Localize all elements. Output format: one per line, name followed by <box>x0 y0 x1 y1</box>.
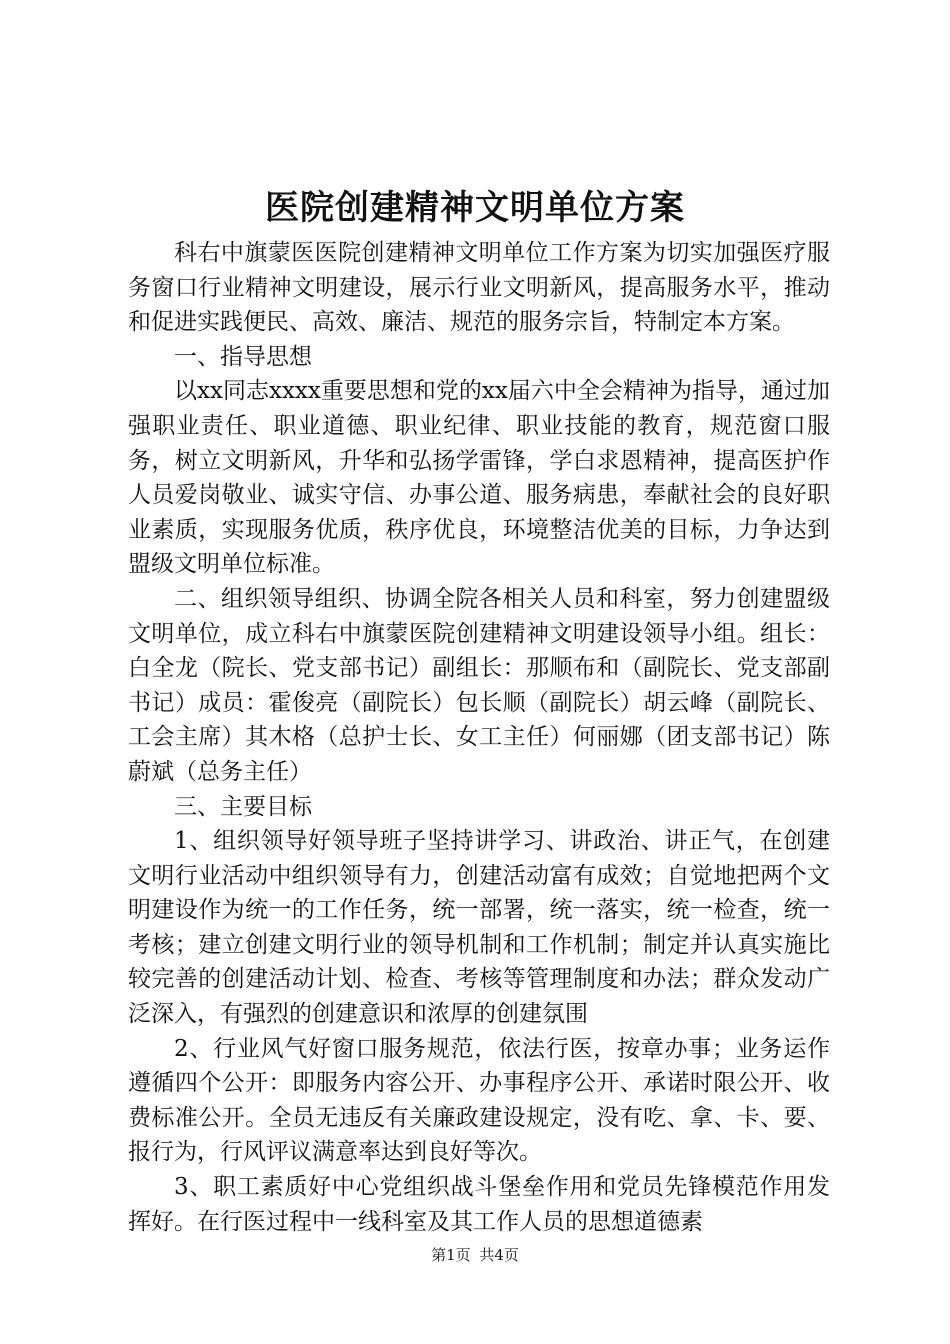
page-number: 第1页 <box>431 1246 471 1264</box>
section-heading-main-goals: 三、主要目标 <box>174 793 312 820</box>
goal-2-paragraph: 2、行业风气好窗口服务规范，依法行医，按章办事；业务运作遵循四个公开：即服务内容公开、办事程序公开、承诺时限公开、收费标准公开。全员无违反有关廉政建设规定，没有吃、拿、卡、要、报行为，行风评议满意率达到良好等次。 <box>128 1035 830 1166</box>
page-footer <box>0 1243 950 1267</box>
document-body <box>128 236 830 1239</box>
section-heading-guiding-thought: 一、指导思想 <box>174 343 312 370</box>
organization-leadership-paragraph: 二、组织领导组织、协调全院各相关人员和科室，努力创建盟级文明单位，成立科右中旗蒙医院创建精神文明建设领导小组。组长：白全龙（院长、党支部书记）副组长：那顺布和（副院长、党支部副书记）成员：霍俊亮（副院长）包长顺（副院长）胡云峰（副院长、工会主席）其木格（总护士长、女工主任）何丽娜（团支部书记）陈蔚斌（总务主任） <box>128 585 830 785</box>
goal-1-paragraph: 1、组织领导好领导班子坚持讲学习、讲政治、讲正气，在创建文明行业活动中组织领导有力，创建活动富有成效；自觉地把两个文明建设作为统一的工作任务，统一部署，统一落实，统一检查，统一考核；建立创建文明行业的领导机制和工作机制；制定并认真实施比较完善的创建活动计划、检查、考核等管理制度和办法；群众发动广泛深入，有强烈的创建意识和浓厚的创建氛围 <box>128 828 830 1028</box>
page-total: 共4页 <box>479 1246 519 1264</box>
guiding-thought-paragraph: 以xx同志xxxx重要思想和党的xx届六中全会精神为指导，通过加强职业责任、职业道德、职业纪律、职业技能的教育，规范窗口服务，树立文明新风，升华和弘扬学雷锋，学白求恩精神，提高医护作人员爱岗敬业、诚实守信、办事公道、服务病患，奉献社会的良好职业素质，实现服务优质，秩序优良，环境整洁优美的目标，力争达到盟级文明单位标准。 <box>128 378 830 578</box>
goal-3-paragraph: 3、职工素质好中心党组织战斗堡垒作用和党员先锋模范作用发挥好。在行医过程中一线科室及其工作人员的思想道德素 <box>128 1174 830 1235</box>
intro-paragraph: 科右中旗蒙医医院创建精神文明单位工作方案为切实加强医疗服务窗口行业精神文明建设，展示行业文明新风，提高服务水平，推动和促进实践便民、高效、廉洁、规范的服务宗旨，特制定本方案。 <box>128 240 830 336</box>
document-title: 医院创建精神文明单位方案 <box>265 188 685 228</box>
